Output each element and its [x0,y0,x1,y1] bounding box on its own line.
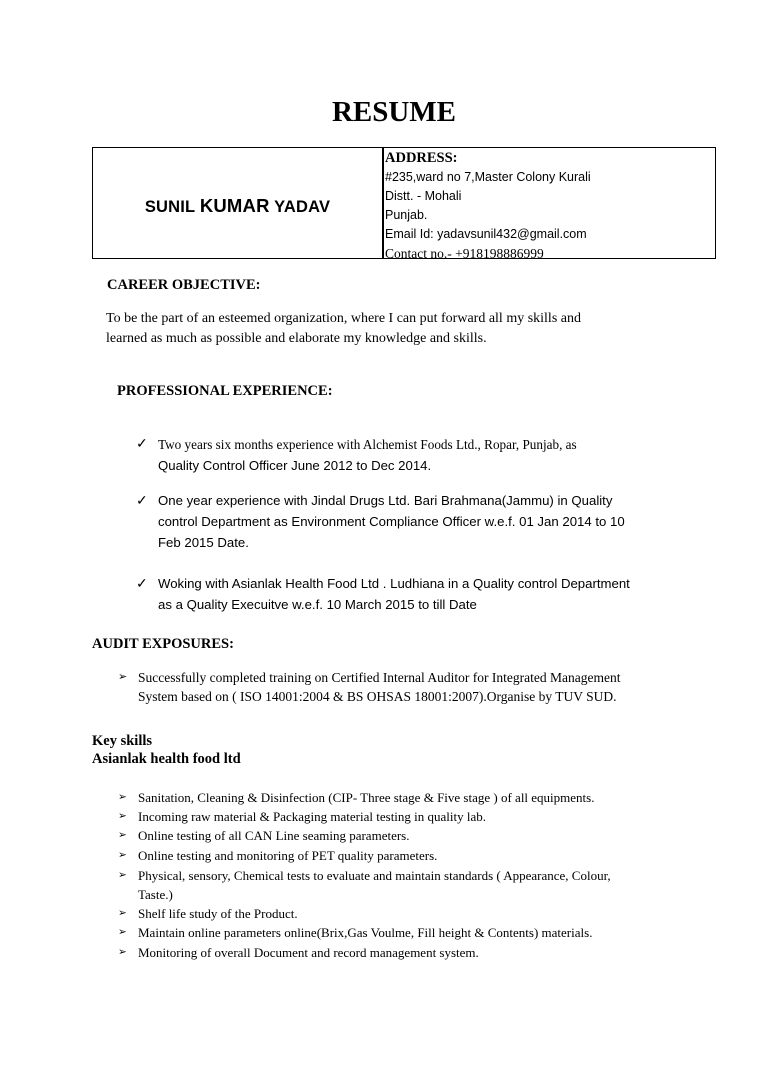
resume-title: RESUME [331,96,457,128]
header-box [92,147,716,259]
professional-experience-heading: PROFESSIONAL EXPERIENCE: [117,383,333,399]
experience-line: One year experience with Jindal Drugs Ltd. Bari Brahmana(Jammu) in Quality [158,493,613,508]
address-heading: ADDRESS: [385,150,458,166]
experience-line: control Department as Environment Compliance Officer w.e.f. 01 Jan 2014 to 10 [158,514,625,529]
contact-line: Contact no.- +918198886999 [385,246,544,261]
arrow-bullet-icon: ➢ [118,927,127,938]
audit-line: Successfully completed training on Certified Internal Auditor for Integrated Management [138,670,621,685]
address-line-2: Distt. - Mohali [385,189,462,203]
arrow-bullet-icon: ➢ [118,908,127,919]
checkmark-icon: ✓ [136,437,148,452]
career-objective-line-2: learned as much as possible and elaborate my knowledge and skills. [106,331,487,346]
experience-line: Feb 2015 Date. [158,535,249,550]
experience-line: Two years six months experience with Alchemist Foods Ltd., Ropar, Punjab, as [158,437,577,452]
audit-line: System based on ( ISO 14001:2004 & BS OHSAS 18001:2007).Organise by TUV SUD. [138,689,617,704]
audit-exposures-heading: AUDIT EXPOSURES: [92,636,234,652]
arrow-bullet-icon: ➢ [118,830,127,841]
career-objective-heading: CAREER OBJECTIVE: [107,277,261,293]
name-first: SUNIL [144,198,200,216]
experience-line: Quality Control Officer June 2012 to Dec 2014. [158,458,432,473]
address-line-3: Punjab. [385,208,428,222]
header-divider [382,148,384,258]
address-block [385,148,713,263]
checkmark-icon: ✓ [136,575,148,591]
email-line: Email Id: yadavsunil432@gmail.com [385,227,587,241]
arrow-bullet-icon: ➢ [118,792,127,803]
candidate-name [93,195,382,217]
arrow-bullet-icon: ➢ [118,811,127,822]
name-last: YADAV [269,198,331,216]
career-objective-line-1: To be the part of an esteemed organization, where I can put forward all my skills and [106,311,581,326]
name-middle: KUMAR [199,195,270,216]
arrow-bullet-icon: ➢ [118,671,128,683]
key-skills-subheading: Asianlak health food ltd [92,751,241,767]
arrow-bullet-icon: ➢ [118,850,127,861]
address-line-1: #235,ward no 7,Master Colony Kurali [385,170,591,184]
checkmark-icon: ✓ [136,492,148,508]
arrow-bullet-icon: ➢ [118,870,127,881]
key-skills-heading: Key skills [92,733,153,749]
arrow-bullet-icon: ➢ [118,947,127,958]
experience-line: as a Quality Execuitve w.e.f. 10 March 2015 to till Date [158,597,477,612]
experience-line: Woking with Asianlak Health Food Ltd . Ludhiana in a Quality control Department [158,576,630,591]
